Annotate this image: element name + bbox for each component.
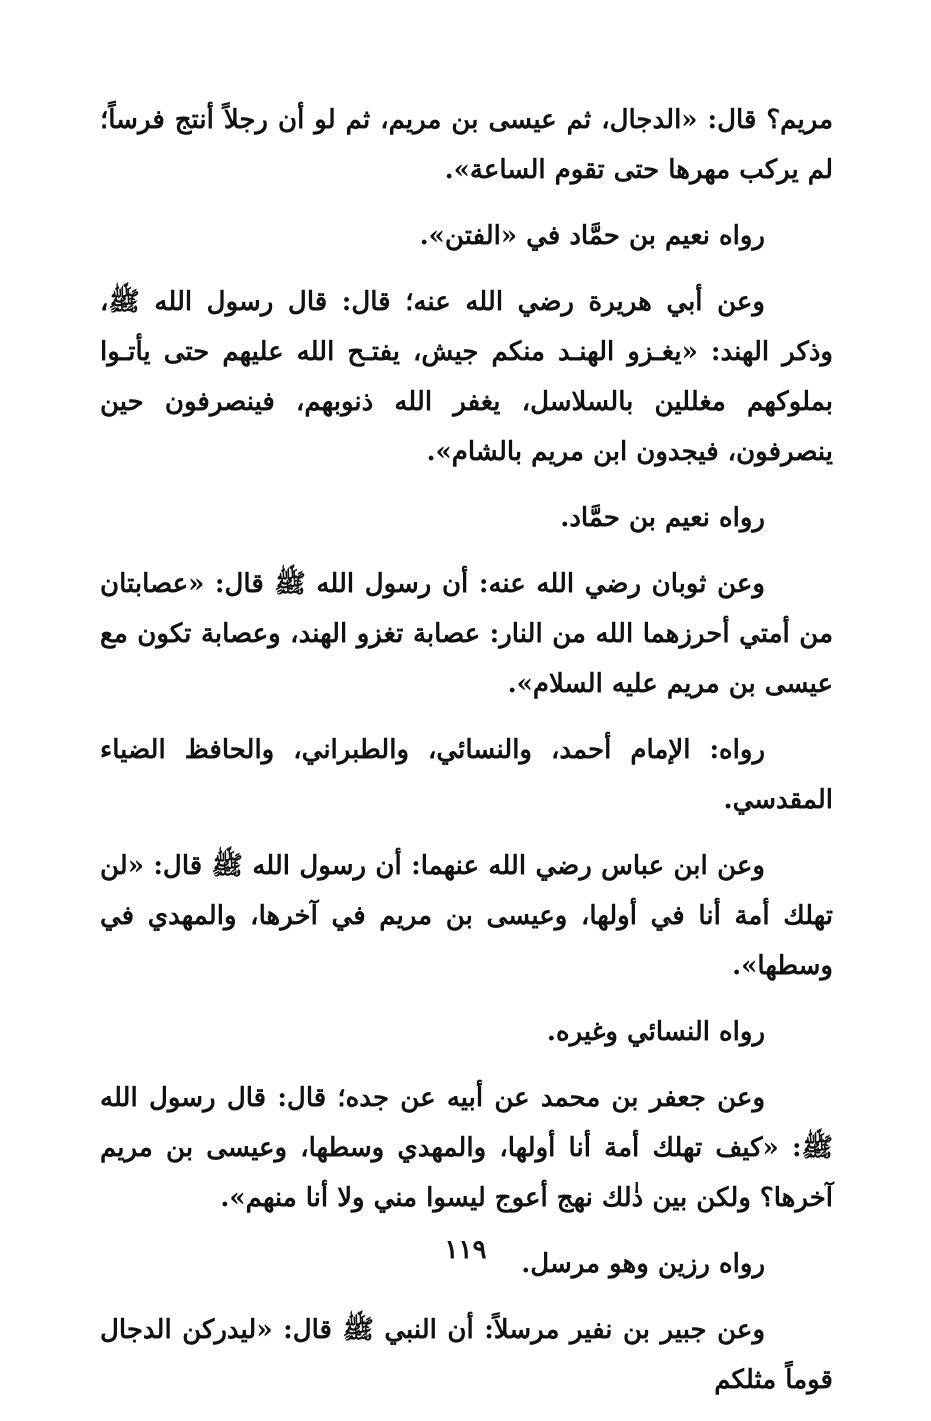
source-note: رواه النسائي وغيره. [546, 1017, 765, 1047]
source-note: رواه رزين وهو مرسل. [521, 1249, 765, 1279]
hadith-paragraph: وعن جبير بن نفير مرسلاً: أن النبي ﷺ قال: «ليدركن الدجال قوماً مثلكم [100, 1315, 833, 1395]
hadith-paragraph: وعن ثوبان رضي الله عنه: أن رسول الله ﷺ قال: «عصابتان من أمتي أحرزهما الله من النار: عصابة تغزو الهند، وعصابة تكون مع عيسى بن مريم عليه السلام». [100, 569, 833, 699]
hadith-paragraph: وعن ابن عباس رضي الله عنهما: أن رسول الله ﷺ قال: «لن تهلك أمة أنا في أولها، وعيسى بن مريم في آخرها، والمهدي في وسطها». [100, 851, 833, 981]
page-body [100, 95, 833, 1421]
page-number: ١١٩ [444, 1235, 487, 1265]
source-note: رواه: الإمام أحمد، والنسائي، والطبراني، والحافظ الضياء المقدسي. [100, 735, 833, 815]
source-note: رواه نعيم بن حمَّاد. [560, 503, 765, 533]
hadith-paragraph: وعن أبي هريرة رضي الله عنه؛ قال: قال رسول الله ﷺ، وذكر الهند: «يغـزو الهنـد منكم جيش، يفتـح الله عليهم حتى يأتـوا بملوكهم مغللين بالسلاسل، يغفر الله ذنوبهم، فينصرفون حين ينصرفون، فيجدون ابن مريم بالشام». [100, 287, 833, 467]
paragraph-continuation: مريم؟ قال: «الدجال، ثم عيسى بن مريم، ثم لو أن رجلاً أنتج فرساً؛ لم يركب مهرها حتى تقوم الساعة». [100, 105, 833, 185]
hadith-paragraph: وعن جعفر بن محمد عن أبيه عن جده؛ قال: قال رسول الله ﷺ: «كيف تهلك أمة أنا أولها، والمهدي وسطها، وعيسى بن مريم آخرها؟ ولكن بين ذٰلك نهج أعوج ليسوا مني ولا أنا منهم». [100, 1083, 833, 1213]
source-note: رواه نعيم بن حمَّاد في «الفتن». [419, 221, 765, 251]
